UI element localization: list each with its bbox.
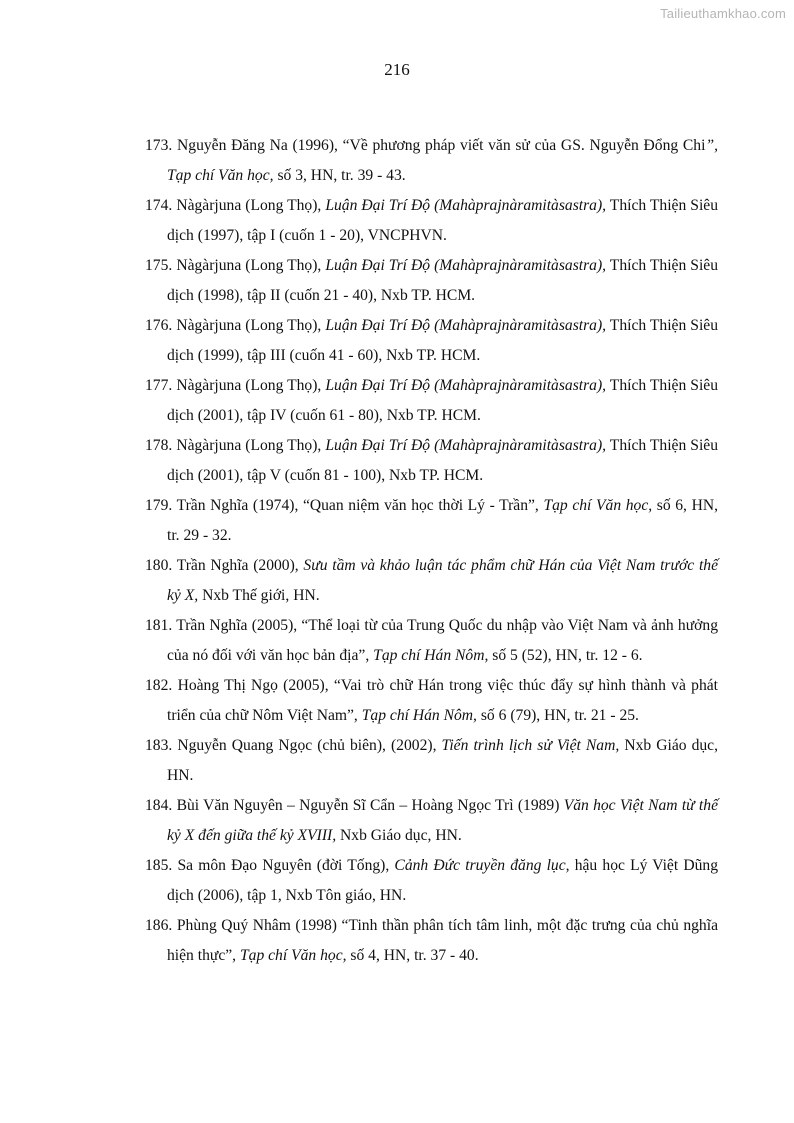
reference-item (145, 311, 718, 371)
reference-title: Luận Đại Trí Độ (Mahàprajnàramitàsastra), (325, 317, 607, 334)
reference-item (145, 911, 718, 971)
reference-text: Thích Thiện Siêu dịch (1997), tập I (cuốn 1 - 20), VNCPHVN. (167, 197, 718, 244)
reference-item (145, 671, 718, 731)
reference-text: số 3, HN, tr. 39 - 43. (273, 167, 406, 184)
reference-text: Nguyễn Đăng Na (1996), “Về phương pháp viết văn sử của GS. Nguyễn Đổng Chi (177, 137, 706, 154)
reference-text: hậu học Lý Việt Dũng dịch (2006), tập 1, Nxb Tôn giáo, HN. (167, 857, 719, 904)
reference-number: 182. (145, 677, 173, 694)
reference-text: Nàgàrjuna (Long Thọ), (176, 377, 326, 394)
reference-text: số 6, HN, tr. 29 - 32. (167, 497, 718, 544)
reference-item (145, 731, 718, 791)
reference-text: Nàgàrjuna (Long Thọ), (176, 257, 326, 274)
reference-title: Luận Đại Trí Độ (Mahàprajnàramitàsastra), (325, 197, 607, 214)
reference-text: Thích Thiện Siêu dịch (2001), tập IV (cuốn 61 - 80), Nxb TP. HCM. (167, 377, 718, 424)
reference-item (145, 431, 718, 491)
reference-item (145, 791, 718, 851)
reference-text: số 5 (52), HN, tr. 12 - 6. (488, 647, 643, 664)
reference-number: 173. (145, 137, 173, 154)
reference-title: Luận Đại Trí Độ (Mahàprajnàramitàsastra), (325, 437, 607, 454)
reference-title: Tạp chí Văn học, (239, 947, 347, 964)
reference-item (145, 611, 718, 671)
reference-number: 175. (145, 257, 173, 274)
reference-item (145, 371, 718, 431)
reference-title: Luận Đại Trí Độ (Mahàprajnàramitàsastra), (325, 257, 607, 274)
reference-item (145, 191, 718, 251)
reference-number: 177. (145, 377, 173, 394)
reference-text: Thích Thiện Siêu dịch (1998), tập II (cuốn 21 - 40), Nxb TP. HCM. (167, 257, 718, 304)
reference-number: 178. (145, 437, 173, 454)
reference-text: Thích Thiện Siêu dịch (2001), tập V (cuốn 81 - 100), Nxb TP. HCM. (167, 437, 718, 484)
reference-text: Nxb Giáo dục, HN. (336, 827, 462, 844)
reference-title: Sưu tầm và khảo luận tác phẩm chữ Hán của Việt Nam trước thế kỷ X, (167, 557, 718, 604)
reference-item (145, 851, 718, 911)
reference-item (145, 551, 718, 611)
reference-title: Tiến trình lịch sử Việt Nam, (441, 737, 620, 754)
reference-number: 179. (145, 497, 173, 514)
reference-text: Phùng Quý Nhâm (1998) “Tinh thần phân tích tâm linh, một đặc trưng của chủ nghĩa hiện thực”, (167, 917, 718, 964)
page-number: 216 (384, 60, 410, 79)
reference-title: Tạp chí Văn học, (543, 497, 653, 514)
reference-item (145, 491, 718, 551)
reference-text: Nàgàrjuna (Long Thọ), (176, 197, 326, 214)
reference-number: 183. (145, 737, 173, 754)
reference-title: ”, Tạp chí Văn học, (167, 137, 719, 184)
reference-text: Trần Nghĩa (2005), “Thể loại từ của Trung Quốc du nhập vào Việt Nam và ảnh hưởng của nó đối với văn học bản địa”, (167, 617, 718, 664)
reference-text: Thích Thiện Siêu dịch (1999), tập III (cuốn 41 - 60), Nxb TP. HCM. (167, 317, 718, 364)
reference-text: Nàgàrjuna (Long Thọ), (176, 317, 326, 334)
reference-text: Nàgàrjuna (Long Thọ), (176, 437, 326, 454)
reference-text: Nguyễn Quang Ngọc (chủ biên), (2002), (177, 737, 442, 754)
reference-number: 186. (145, 917, 173, 934)
reference-title: Tạp chí Hán Nôm, (361, 707, 477, 724)
reference-title: Văn học Việt Nam từ thế kỷ X đến giữa thế kỷ XVIII, (167, 797, 718, 844)
reference-text: Sa môn Đạo Nguyên (đời Tống), (177, 857, 395, 874)
reference-text: Nxb Thế giới, HN. (198, 587, 320, 604)
reference-number: 180. (145, 557, 173, 574)
reference-title: Cảnh Đức truyền đăng lục, (394, 857, 570, 874)
reference-text: Trần Nghĩa (1974), “Quan niệm văn học thời Lý - Trần”, (176, 497, 544, 514)
reference-item (145, 131, 718, 191)
reference-list (145, 131, 718, 971)
reference-text: Trần Nghĩa (2000), (176, 557, 304, 574)
reference-number: 184. (145, 797, 173, 814)
watermark: Tailieuthamkhao.com (660, 6, 786, 21)
reference-text: Hoàng Thị Ngọ (2005), “Vai trò chữ Hán trong việc thúc đẩy sự hình thành và phát triển của chữ Nôm Việt Nam”, (167, 677, 719, 724)
reference-number: 176. (145, 317, 173, 334)
reference-text: số 6 (79), HN, tr. 21 - 25. (476, 707, 639, 724)
reference-text: số 4, HN, tr. 37 - 40. (346, 947, 479, 964)
reference-number: 174. (145, 197, 173, 214)
reference-number: 181. (145, 617, 173, 634)
reference-text: Bùi Văn Nguyên – Nguyễn Sĩ Cẩn – Hoàng Ngọc Trì (1989) (176, 797, 564, 814)
reference-title: Tạp chí Hán Nôm, (373, 647, 489, 664)
reference-title: Luận Đại Trí Độ (Mahàprajnàramitàsastra), (325, 377, 607, 394)
reference-text: Nxb Giáo dục, HN. (167, 737, 719, 784)
reference-item (145, 251, 718, 311)
reference-number: 185. (145, 857, 173, 874)
